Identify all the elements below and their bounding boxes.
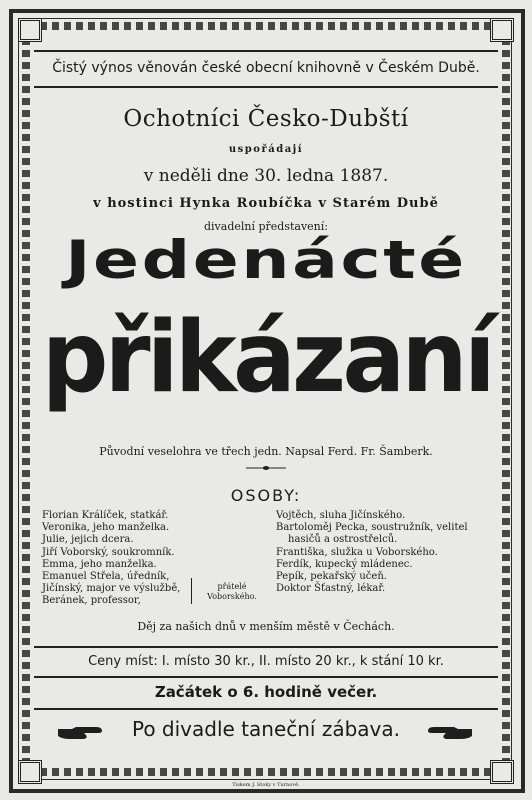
ornament-divider-icon <box>246 464 286 472</box>
printer-credit: Tiskem J. Stoky v Turnově. <box>232 782 300 788</box>
play-subtitle: Původní veselohra ve třech jedn. Napsal Ferd. Fr. Šamberk. <box>99 445 433 458</box>
cast-item: Františka, služka u Voborského. <box>276 546 438 558</box>
friends-note-line: přátelé <box>217 582 247 591</box>
divider-rule <box>34 50 498 52</box>
fret-border-right <box>502 38 510 762</box>
brace <box>191 578 196 604</box>
fret-border-left <box>22 38 30 762</box>
event-date: v neděli dne 30. ledna 1887. <box>143 166 389 186</box>
society-name: Ochotníci Česko-Dubští <box>123 106 409 132</box>
start-time: Začátek o 6. hodině večer. <box>154 683 378 701</box>
corner-ornament <box>18 760 42 784</box>
corner-ornament <box>490 760 514 784</box>
friends-note <box>198 582 266 602</box>
performance-label: divadelní představení: <box>203 220 328 233</box>
cast-heading: OSOBY: <box>230 486 302 505</box>
friends-note-line: Voborského. <box>207 592 257 601</box>
cast-item: Jičínský, major ve výslužbě, <box>42 583 181 595</box>
fret-border-top <box>28 22 504 30</box>
play-title-line1: Jedenácté <box>65 230 467 291</box>
corner-ornament <box>18 18 42 42</box>
cast-list-left <box>42 510 180 608</box>
cast-item: Florian Králíček, statkář. <box>42 510 169 521</box>
corner-ornament <box>490 18 514 42</box>
cast-item: Bartoloměj Pecka, soustružník, velitel <box>276 522 468 534</box>
cast-item: Ferdík, kupecký mládenec. <box>276 558 413 570</box>
cast-item: Julie, jejich dcera. <box>42 534 134 546</box>
cast-item: Emanuel Střela, úředník, <box>42 570 170 582</box>
play-title-line2: přikázaní <box>41 301 493 415</box>
divider-rule <box>34 646 498 648</box>
fret-border-bottom <box>28 768 504 776</box>
setting-note: Děj za našich dnů v menším městě v Čechách. <box>137 620 395 633</box>
cast-item: Beránek, professor, <box>42 595 141 607</box>
divider-rule <box>34 708 498 710</box>
cast-item: Doktor Šťastný, lékař. <box>276 583 386 595</box>
organizes-text: uspořádají <box>228 144 304 155</box>
cast-item: Vojtěch, sluha Jičínského. <box>276 510 406 521</box>
pointing-hand-left-icon <box>426 724 474 742</box>
ticket-prices: Ceny míst: I. místo 30 kr., II. místo 20 kr., k stání 10 kr. <box>88 654 444 669</box>
cast-item: hasičů a ostrostřelců. <box>288 534 398 546</box>
cast-list-right <box>276 510 468 595</box>
cast-item: Veronika, jeho manželka. <box>42 522 170 534</box>
divider-rule <box>34 676 498 678</box>
venue: v hostinci Hynka Roubíčka v Starém Dubě <box>93 196 439 211</box>
cast-item: Emma, jeho manželka. <box>42 558 157 570</box>
cast-item: Jiří Voborský, soukromník. <box>42 546 175 558</box>
divider-rule <box>34 86 498 88</box>
after-show-dance: Po divadle taneční zábava. <box>131 717 401 741</box>
cast-item: Pepík, pekařský učeň. <box>276 570 387 582</box>
dedication: Čistý výnos věnován české obecní knihovně v Českém Dubě. <box>52 60 480 76</box>
